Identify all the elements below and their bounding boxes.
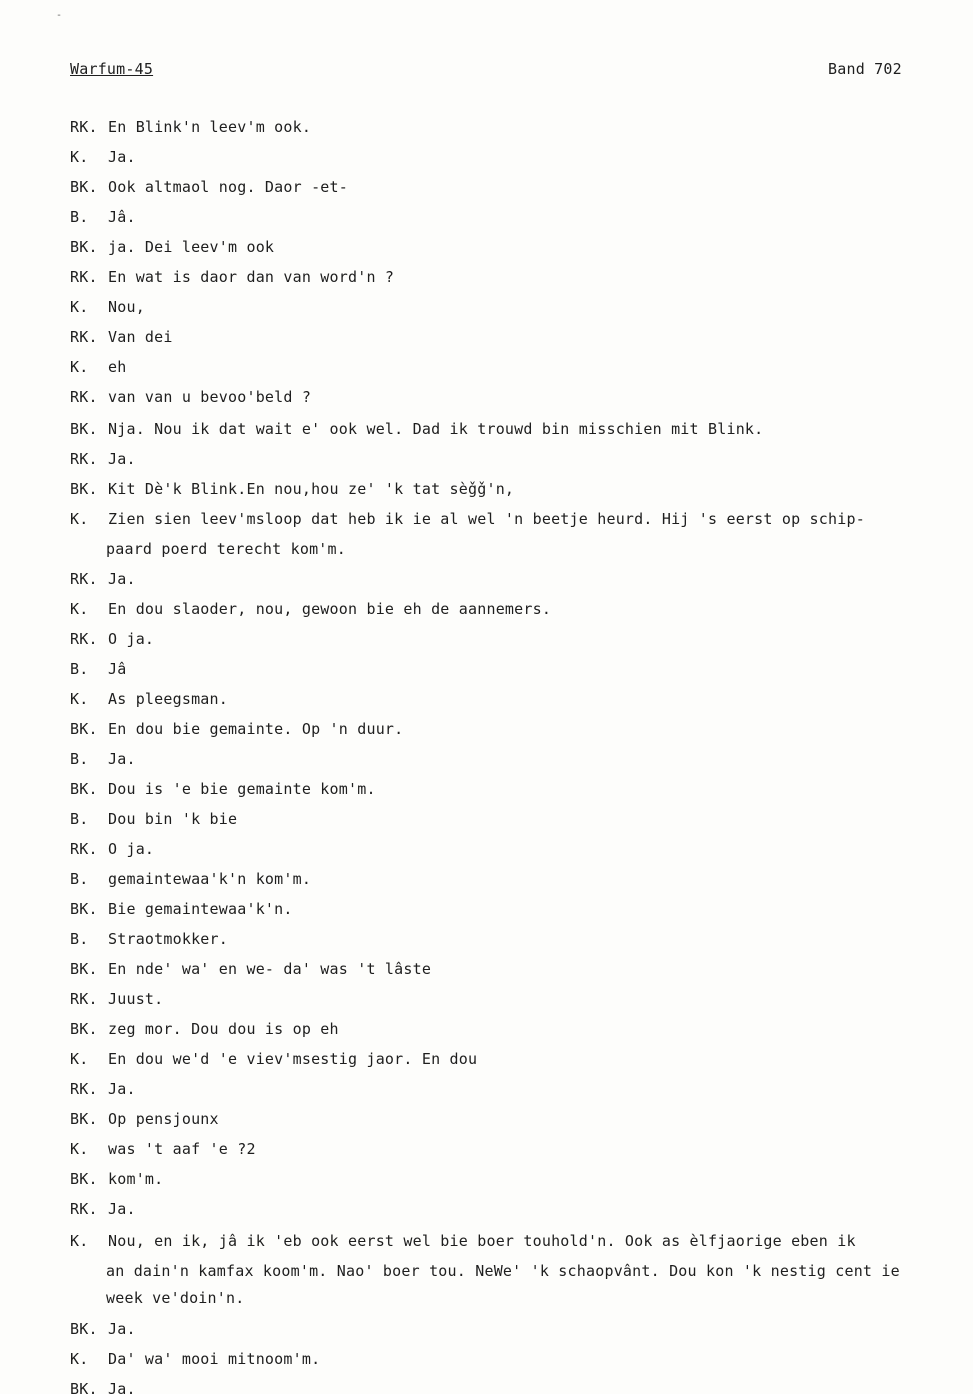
utterance-continuation: an dain'n kamfax koom'm. Nao' boer tou. NeWe' 'k schaopvânt. Dou kon 'k nestig cent ie xyxy=(106,1262,900,1280)
transcript-line xyxy=(70,870,311,888)
utterance-text: En dou slaoder, nou, gewoon bie eh de aannemers. xyxy=(108,600,552,618)
transcript-line xyxy=(70,600,551,618)
tape-number: Band 702 xyxy=(828,60,902,78)
speaker-label: K. xyxy=(70,1232,89,1250)
utterance-text: Dou is 'e bie gemainte kom'm. xyxy=(108,780,376,798)
speaker-label: B. xyxy=(70,660,89,678)
utterance-text: ja. Dei leev'm ook xyxy=(108,238,275,256)
transcript-line xyxy=(70,358,126,376)
speaker-label: RK. xyxy=(70,630,98,648)
speaker-label: RK. xyxy=(70,1080,98,1098)
utterance-text: Kit Dè'k Blink.En nou,hou ze' 'k tat sèǧǧ'n, xyxy=(108,480,515,498)
utterance-text: O ja. xyxy=(108,840,155,858)
speaker-label: RK. xyxy=(70,570,98,588)
speaker-label: RK. xyxy=(70,118,98,136)
transcript-line xyxy=(70,1080,136,1098)
transcript-line xyxy=(70,1380,136,1398)
speaker-label: BK. xyxy=(70,720,98,738)
transcript-line xyxy=(70,570,136,588)
transcript-line xyxy=(70,118,311,136)
utterance-text: gemaintewaa'k'n kom'm. xyxy=(108,870,312,888)
utterance-text: zeg mor. Dou dou is op eh xyxy=(108,1020,339,1038)
utterance-continuation: paard poerd terecht kom'm. xyxy=(106,540,346,558)
speaker-label: K. xyxy=(70,1050,89,1068)
speaker-label: BK. xyxy=(70,238,98,256)
speaker-label: BK. xyxy=(70,420,98,438)
transcript-line xyxy=(70,388,311,406)
utterance-text: Dou bin 'k bie xyxy=(108,810,238,828)
speaker-label: B. xyxy=(70,810,89,828)
speaker-label: BK. xyxy=(70,1320,98,1338)
utterance-text: was 't aaf 'e ?2 xyxy=(108,1140,256,1158)
transcript-line xyxy=(70,720,403,738)
stray-mark: - xyxy=(56,10,63,21)
speaker-label: BK. xyxy=(70,1110,98,1128)
transcript-line xyxy=(70,990,163,1008)
utterance-continuation: week ve'doin'n. xyxy=(106,1289,245,1307)
speaker-label: K. xyxy=(70,298,89,316)
utterance-text: O ja. xyxy=(108,630,155,648)
speaker-label: K. xyxy=(70,1140,89,1158)
transcript-line xyxy=(70,1170,163,1188)
transcript-line xyxy=(70,1232,856,1250)
speaker-label: K. xyxy=(70,1350,89,1368)
transcript-line xyxy=(70,328,173,346)
utterance-text: Bie gemaintewaa'k'n. xyxy=(108,900,293,918)
utterance-text: kom'm. xyxy=(108,1170,164,1188)
utterance-text: Da' wa' mooi mitnoom'm. xyxy=(108,1350,321,1368)
speaker-label: BK. xyxy=(70,900,98,918)
transcript-line xyxy=(70,148,136,166)
speaker-label: K. xyxy=(70,600,89,618)
speaker-label: K. xyxy=(70,690,89,708)
speaker-label: B. xyxy=(70,930,89,948)
transcript-line xyxy=(70,1320,136,1338)
speaker-label: BK. xyxy=(70,480,98,498)
transcript-line xyxy=(70,450,136,468)
utterance-text: En dou bie gemainte. Op 'n duur. xyxy=(108,720,404,738)
transcript-line xyxy=(70,930,228,948)
speaker-label: RK. xyxy=(70,328,98,346)
transcript-line xyxy=(70,238,274,256)
utterance-text: En dou we'd 'e viev'msestig jaor. En dou xyxy=(108,1050,478,1068)
utterance-text: Jâ xyxy=(108,660,127,678)
speaker-label: RK. xyxy=(70,268,98,286)
transcript-line xyxy=(70,630,154,648)
speaker-label: BK. xyxy=(70,780,98,798)
utterance-text: Ja. xyxy=(108,450,136,468)
utterance-text: Van dei xyxy=(108,328,173,346)
speaker-label: BK. xyxy=(70,178,98,196)
transcript-line xyxy=(70,1200,136,1218)
utterance-text: Ja. xyxy=(108,1200,136,1218)
utterance-text: Ja. xyxy=(108,570,136,588)
speaker-label: BK. xyxy=(70,960,98,978)
utterance-text: Ja. xyxy=(108,1080,136,1098)
transcript-line xyxy=(70,1140,256,1158)
utterance-text: Op pensjounx xyxy=(108,1110,219,1128)
utterance-text: Nja. Nou ik dat wait e' ook wel. Dad ik trouwd bin misschien mit Blink. xyxy=(108,420,764,438)
transcript-line xyxy=(70,690,228,708)
transcript-line xyxy=(70,780,376,798)
utterance-text: Ook altmaol nog. Daor -et- xyxy=(108,178,348,196)
utterance-text: En nde' wa' en we- da' was 't lâste xyxy=(108,960,432,978)
utterance-text: Ja. xyxy=(108,750,136,768)
transcript-line xyxy=(70,840,154,858)
utterance-text: Ja. xyxy=(108,1320,136,1338)
speaker-label: BK. xyxy=(70,1170,98,1188)
speaker-label: BK. xyxy=(70,1020,98,1038)
transcript-line xyxy=(70,1020,339,1038)
transcript-line xyxy=(70,1350,320,1368)
transcript-line xyxy=(70,810,237,828)
speaker-label: RK. xyxy=(70,840,98,858)
transcript-line xyxy=(70,900,293,918)
utterance-text: Ja. xyxy=(108,1380,136,1398)
transcript-line xyxy=(70,480,514,498)
utterance-text: Ja. xyxy=(108,148,136,166)
speaker-label: RK. xyxy=(70,388,98,406)
transcript-line xyxy=(70,750,136,768)
speaker-label: RK. xyxy=(70,990,98,1008)
utterance-text: En Blink'n leev'm ook. xyxy=(108,118,312,136)
utterance-text: Jâ. xyxy=(108,208,136,226)
utterance-text: Nou, en ik, jâ ik 'eb ook eerst wel bie boer touhold'n. Ook as èlfjaorige eben ik xyxy=(108,1232,856,1250)
speaker-label: K. xyxy=(70,510,89,528)
transcript-line xyxy=(70,1110,219,1128)
utterance-text: Zien sien leev'msloop dat heb ik ie al wel 'n beetje heurd. Hij 's eerst op schip- xyxy=(108,510,865,528)
transcript-line xyxy=(70,178,348,196)
utterance-text: As pleegsman. xyxy=(108,690,228,708)
utterance-text: Juust. xyxy=(108,990,164,1008)
utterance-text: En wat is daor dan van word'n ? xyxy=(108,268,395,286)
transcript-line xyxy=(70,298,145,316)
transcript-line xyxy=(70,660,126,678)
transcript-line xyxy=(70,960,431,978)
speaker-label: K. xyxy=(70,358,89,376)
transcript-line xyxy=(70,208,136,226)
transcript-line xyxy=(70,510,865,528)
speaker-label: B. xyxy=(70,208,89,226)
speaker-label: K. xyxy=(70,148,89,166)
transcript-line xyxy=(70,420,763,438)
transcript-line xyxy=(70,1050,477,1068)
utterance-text: Straotmokker. xyxy=(108,930,228,948)
transcript-line xyxy=(70,268,394,286)
speaker-label: RK. xyxy=(70,1200,98,1218)
utterance-text: van van u bevoo'beld ? xyxy=(108,388,312,406)
document-id: Warfum-45 xyxy=(70,60,154,78)
speaker-label: BK. xyxy=(70,1380,98,1398)
speaker-label: B. xyxy=(70,870,89,888)
speaker-label: RK. xyxy=(70,450,98,468)
utterance-text: eh xyxy=(108,358,127,376)
speaker-label: B. xyxy=(70,750,89,768)
utterance-text: Nou, xyxy=(108,298,145,316)
